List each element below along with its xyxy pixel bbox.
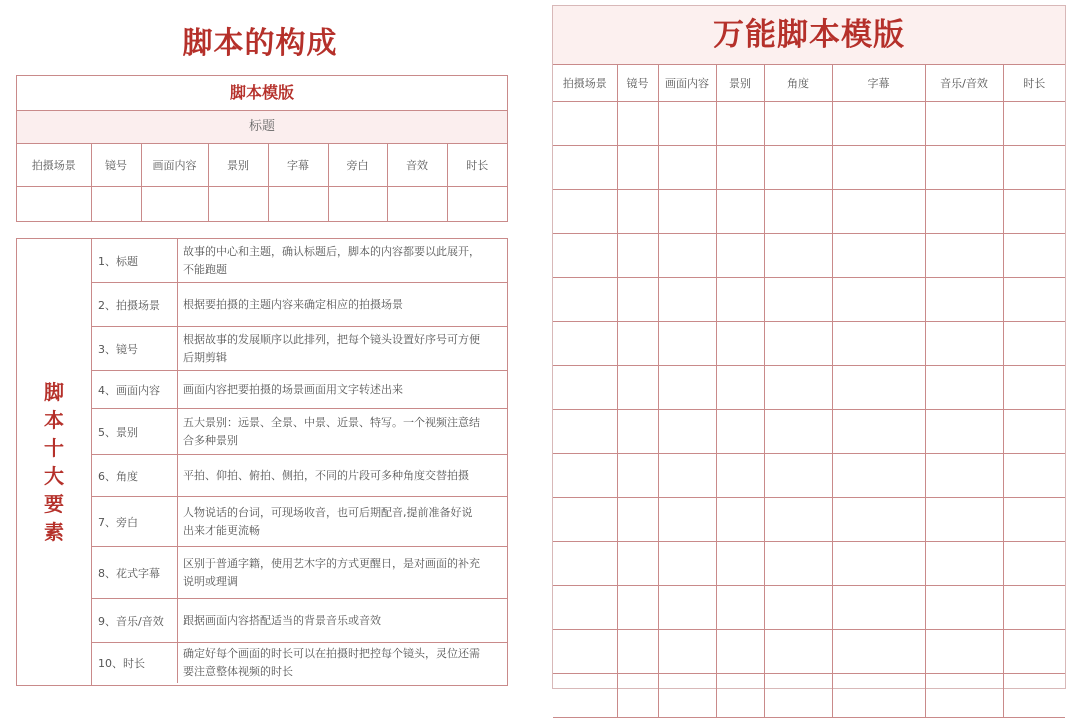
empty-cell: [1003, 322, 1065, 366]
element-name: 2、拍摄场景: [92, 283, 178, 326]
template-subtitle: 标题: [17, 111, 507, 144]
desc-line: 说明或理调: [183, 574, 238, 588]
empty-cell: [764, 498, 832, 542]
element-desc: [178, 455, 507, 496]
empty-cell: [1003, 454, 1065, 498]
empty-cell: [832, 322, 925, 366]
empty-cell: [716, 410, 764, 454]
empty-cell: [925, 454, 1003, 498]
side-char: 要: [44, 492, 64, 516]
empty-cell: [764, 674, 832, 718]
empty-cell: [553, 674, 617, 718]
desc-line: 确定好每个画面的时长可以在拍摄时把控每个镜头，灵位还需: [183, 647, 480, 660]
empty-cell: [387, 187, 447, 222]
empty-cell: [832, 234, 925, 278]
empty-cell: [764, 322, 832, 366]
empty-cell: [658, 674, 716, 718]
list-item: [92, 455, 507, 497]
universal-template-grid: [553, 65, 1065, 718]
table-row: [553, 322, 1065, 366]
empty-cell: [617, 586, 658, 630]
empty-cell: [764, 146, 832, 190]
empty-cell: [925, 366, 1003, 410]
table-row: [553, 586, 1065, 630]
empty-cell: [832, 102, 925, 146]
empty-cell: [658, 410, 716, 454]
empty-cell: [91, 187, 141, 222]
empty-cell: [1003, 146, 1065, 190]
empty-cell: [716, 586, 764, 630]
empty-cell: [1003, 586, 1065, 630]
element-list: [92, 239, 507, 683]
page-title: 万能脚本模版: [553, 6, 1065, 65]
template-header-row: [17, 144, 507, 187]
empty-cell: [925, 498, 1003, 542]
element-name: 4、画面内容: [92, 371, 178, 408]
desc-line: 要注意整体视频的时长: [183, 665, 293, 678]
empty-cell: [658, 234, 716, 278]
empty-cell: [716, 102, 764, 146]
empty-cell: [617, 498, 658, 542]
empty-cell: [208, 187, 268, 222]
empty-cell: [716, 322, 764, 366]
element-name: 1、标题: [92, 239, 178, 282]
empty-cell: [617, 630, 658, 674]
column-header: 镜号: [91, 144, 141, 187]
column-header: 音效: [387, 144, 447, 187]
empty-cell: [553, 454, 617, 498]
element-desc: [178, 599, 507, 642]
empty-cell: [658, 586, 716, 630]
empty-cell: [553, 586, 617, 630]
empty-cell: [925, 586, 1003, 630]
desc-line: 画面内容把要拍摄的场景画面用文字转述出来: [183, 382, 403, 396]
empty-cell: [553, 410, 617, 454]
empty-cell: [617, 542, 658, 586]
empty-cell: [716, 630, 764, 674]
list-item: [92, 327, 507, 371]
element-name: 3、镜号: [92, 327, 178, 370]
empty-cell: [925, 322, 1003, 366]
empty-cell: [617, 366, 658, 410]
empty-cell: [832, 586, 925, 630]
column-header: 角度: [764, 65, 832, 102]
empty-cell: [617, 674, 658, 718]
empty-cell: [925, 410, 1003, 454]
desc-line: 根据要拍摄的主题内容来确定相应的拍摄场景: [183, 297, 403, 311]
element-desc: [178, 371, 507, 408]
ten-elements-table: [16, 238, 508, 686]
column-header: 画面内容: [658, 65, 716, 102]
element-desc: [178, 547, 507, 598]
empty-cell: [716, 366, 764, 410]
template-title: 脚本模版: [17, 76, 507, 111]
empty-cell: [716, 542, 764, 586]
empty-cell: [832, 278, 925, 322]
table-row: [553, 102, 1065, 146]
empty-cell: [764, 630, 832, 674]
list-item: [92, 409, 507, 455]
empty-cell: [268, 187, 328, 222]
table-row: [553, 190, 1065, 234]
script-template-table: [16, 75, 508, 222]
element-name: 10、时长: [92, 643, 178, 683]
empty-cell: [716, 146, 764, 190]
side-char: 大: [44, 464, 64, 488]
empty-cell: [764, 542, 832, 586]
table-row: [553, 542, 1065, 586]
empty-cell: [925, 102, 1003, 146]
table-row: [553, 410, 1065, 454]
empty-cell: [832, 146, 925, 190]
list-item: [92, 643, 507, 683]
desc-line: 跟据画面内容搭配适当的背景音乐或音效: [183, 613, 381, 627]
template-empty-row: [17, 187, 507, 222]
desc-line: 不能跑题: [183, 262, 227, 276]
empty-cell: [553, 322, 617, 366]
empty-cell: [832, 454, 925, 498]
column-header: 拍摄场景: [553, 65, 617, 102]
empty-cell: [764, 586, 832, 630]
empty-cell: [328, 187, 387, 222]
empty-cell: [925, 542, 1003, 586]
empty-cell: [832, 674, 925, 718]
table-row: [553, 278, 1065, 322]
empty-cell: [553, 498, 617, 542]
empty-cell: [716, 234, 764, 278]
empty-cell: [553, 278, 617, 322]
empty-cell: [832, 190, 925, 234]
page-title: 脚本的构成: [182, 26, 338, 61]
side-char: 十: [44, 436, 64, 460]
empty-cell: [617, 410, 658, 454]
empty-cell: [832, 498, 925, 542]
side-char: 脚: [44, 380, 64, 404]
empty-cell: [832, 630, 925, 674]
table-row: [553, 146, 1065, 190]
side-char: 本: [44, 408, 64, 432]
side-label: [17, 239, 92, 685]
empty-cell: [716, 190, 764, 234]
element-name: 7、旁白: [92, 497, 178, 546]
empty-cell: [617, 322, 658, 366]
element-desc: [178, 327, 507, 370]
desc-line: 根据故事的发展顺序以此排列，把每个镜头设置好序号可方便: [183, 332, 480, 346]
empty-cell: [1003, 234, 1065, 278]
table-row: [553, 674, 1065, 718]
empty-cell: [925, 146, 1003, 190]
desc-line: 合多种景别: [183, 433, 238, 447]
empty-cell: [141, 187, 208, 222]
column-header: 旁白: [328, 144, 387, 187]
desc-line: 人物说话的台词，可现场收音，也可后期配音,提前准备好说: [183, 505, 473, 519]
empty-cell: [1003, 278, 1065, 322]
empty-cell: [716, 278, 764, 322]
empty-cell: [617, 454, 658, 498]
empty-cell: [658, 366, 716, 410]
empty-cell: [832, 410, 925, 454]
column-header: 画面内容: [141, 144, 208, 187]
empty-cell: [764, 234, 832, 278]
empty-cell: [658, 102, 716, 146]
table-row: [553, 498, 1065, 542]
universal-template-page: [552, 5, 1066, 689]
template-grid: [17, 144, 507, 221]
empty-cell: [553, 630, 617, 674]
empty-cell: [553, 102, 617, 146]
empty-cell: [1003, 542, 1065, 586]
column-header: 景别: [208, 144, 268, 187]
element-desc: [178, 643, 507, 683]
empty-cell: [553, 234, 617, 278]
grid-header-row: [553, 65, 1065, 102]
empty-cell: [658, 278, 716, 322]
empty-cell: [832, 366, 925, 410]
empty-cell: [658, 146, 716, 190]
empty-cell: [1003, 190, 1065, 234]
empty-cell: [658, 498, 716, 542]
empty-cell: [716, 498, 764, 542]
empty-cell: [658, 454, 716, 498]
empty-cell: [658, 322, 716, 366]
element-desc: [178, 497, 507, 546]
element-desc: [178, 409, 507, 454]
empty-cell: [617, 234, 658, 278]
empty-cell: [553, 542, 617, 586]
empty-cell: [832, 542, 925, 586]
column-header: 时长: [1003, 65, 1065, 102]
empty-cell: [658, 190, 716, 234]
empty-cell: [553, 366, 617, 410]
empty-cell: [716, 454, 764, 498]
empty-cell: [1003, 630, 1065, 674]
column-header: 字幕: [268, 144, 328, 187]
empty-cell: [617, 146, 658, 190]
empty-cell: [764, 190, 832, 234]
column-header: 字幕: [832, 65, 925, 102]
column-header: 拍摄场景: [17, 144, 91, 187]
empty-cell: [658, 542, 716, 586]
empty-cell: [925, 234, 1003, 278]
desc-line: 平拍、仰拍、俯拍、侧拍，不同的片段可多种角度交替拍摄: [183, 468, 469, 482]
desc-line: 后期剪辑: [183, 350, 227, 364]
element-desc: [178, 239, 507, 282]
element-name: 5、景别: [92, 409, 178, 454]
empty-cell: [1003, 366, 1065, 410]
desc-line: 出来才能更流畅: [183, 523, 260, 537]
list-item: [92, 497, 507, 547]
element-desc: [178, 283, 507, 326]
empty-cell: [925, 190, 1003, 234]
desc-line: 五大景别：远景、全景、中景、近景、特写。一个视频注意结: [183, 415, 480, 429]
empty-cell: [764, 278, 832, 322]
element-name: 9、音乐/音效: [92, 599, 178, 642]
empty-cell: [617, 278, 658, 322]
desc-line: 区别于普通字籍，使用艺木字的方式更醒日，是对画面的补充: [183, 556, 480, 570]
empty-cell: [764, 366, 832, 410]
list-item: [92, 283, 507, 327]
empty-cell: [447, 187, 507, 222]
empty-cell: [1003, 674, 1065, 718]
empty-cell: [553, 146, 617, 190]
empty-cell: [925, 674, 1003, 718]
list-item: [92, 599, 507, 643]
table-row: [553, 234, 1065, 278]
empty-cell: [764, 102, 832, 146]
empty-cell: [764, 410, 832, 454]
column-header: 镜号: [617, 65, 658, 102]
desc-line: 故事的中心和主题，确认标题后，脚本的内容都要以此展开，: [183, 244, 480, 258]
table-row: [553, 454, 1065, 498]
list-item: [92, 371, 507, 409]
empty-cell: [658, 630, 716, 674]
empty-cell: [1003, 498, 1065, 542]
empty-cell: [1003, 102, 1065, 146]
table-row: [553, 630, 1065, 674]
table-row: [553, 366, 1065, 410]
empty-cell: [925, 278, 1003, 322]
list-item: [92, 547, 507, 599]
empty-cell: [1003, 410, 1065, 454]
element-name: 6、角度: [92, 455, 178, 496]
list-item: [92, 239, 507, 283]
empty-cell: [553, 190, 617, 234]
column-header: 音乐/音效: [925, 65, 1003, 102]
grid-body: [553, 65, 1065, 718]
empty-cell: [617, 102, 658, 146]
empty-cell: [17, 187, 91, 222]
left-page: [0, 0, 540, 694]
side-char: 素: [44, 520, 64, 544]
empty-cell: [617, 190, 658, 234]
empty-cell: [716, 674, 764, 718]
empty-cell: [764, 454, 832, 498]
column-header: 时长: [447, 144, 507, 187]
column-header: 景别: [716, 65, 764, 102]
element-name: 8、花式字幕: [92, 547, 178, 598]
empty-cell: [925, 630, 1003, 674]
